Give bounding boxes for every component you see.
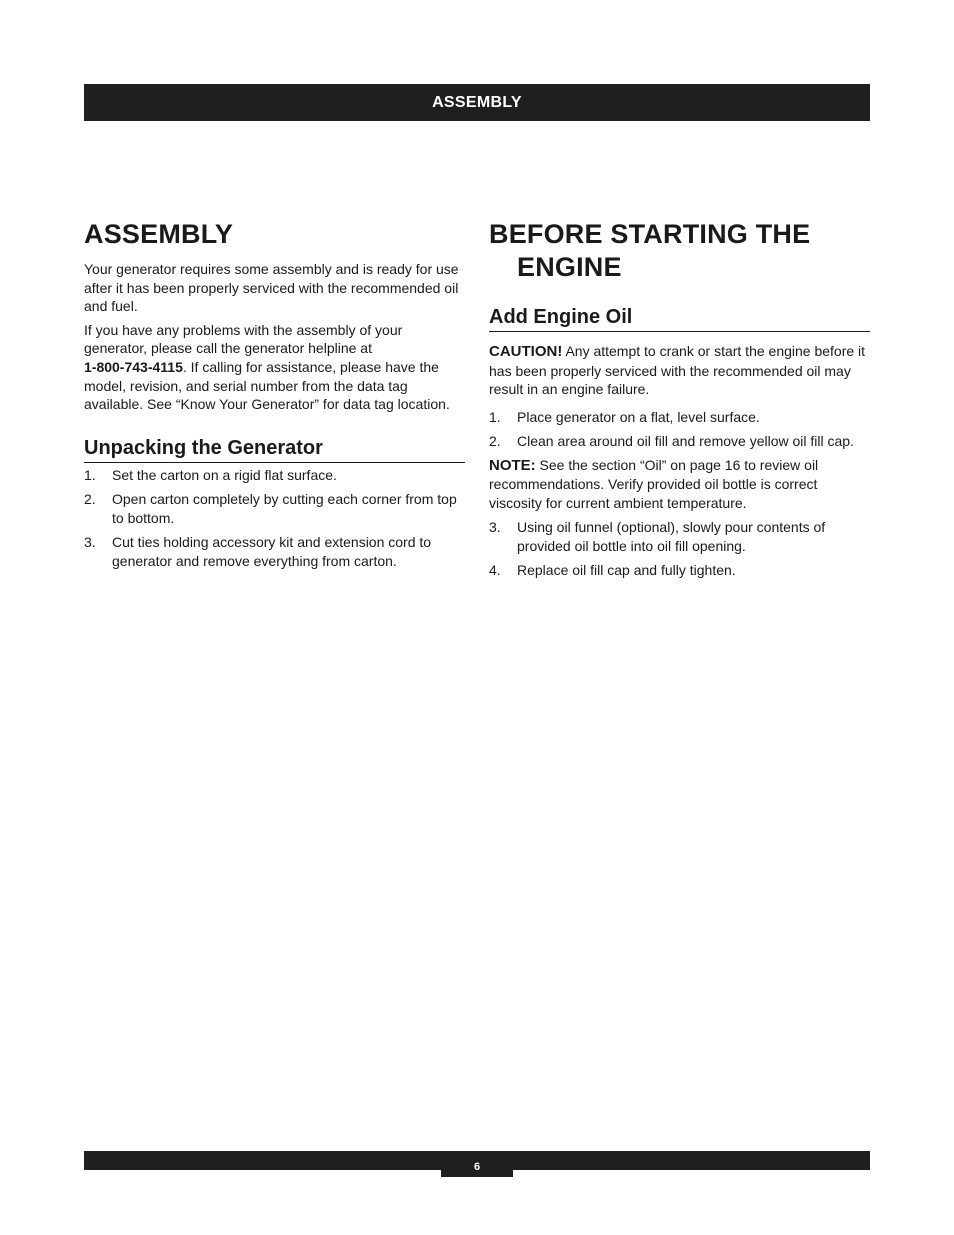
unpacking-steps-list	[84, 466, 465, 571]
before-starting-title-line1: BEFORE STARTING THE	[489, 219, 811, 249]
before-starting-title-line2: ENGINE	[517, 252, 622, 282]
before-starting-title	[489, 218, 870, 284]
oil-step	[489, 432, 870, 451]
unpacking-step	[84, 466, 465, 485]
step-text: Cut ties holding accessory kit and extension cord to generator and remove everything from carton.	[112, 533, 432, 569]
step-number: 2.	[489, 432, 501, 449]
assembly-intro: Your generator requires some assembly and is ready for use after it has been properly serviced with the recommended oil and fuel.	[84, 261, 459, 315]
step-text: Clean area around oil fill and remove yellow oil fill cap.	[517, 432, 854, 449]
oil-steps-list-a	[489, 408, 870, 451]
add-engine-oil-heading: Add Engine Oil	[489, 305, 870, 332]
step-text: Place generator on a flat, level surface.	[517, 408, 760, 425]
step-number: 3.	[489, 518, 501, 535]
step-number: 1.	[489, 408, 501, 425]
oil-step	[489, 408, 870, 427]
helpline-text-after: . If calling for assistance, please have the model, revision, and serial number from the data tag available. See “Know Your Generator” for data tag location.	[84, 358, 450, 413]
step-number: 4.	[489, 561, 501, 578]
page-number: 6	[473, 1161, 481, 1173]
left-column	[84, 218, 465, 576]
right-column	[489, 218, 870, 585]
section-header-title: ASSEMBLY	[432, 93, 522, 111]
step-number: 2.	[84, 490, 96, 507]
oil-step	[489, 518, 870, 556]
step-text: Open carton completely by cutting each corner from top to bottom.	[112, 490, 457, 526]
oil-steps-list-b	[489, 518, 870, 580]
assembly-title: ASSEMBLY	[84, 219, 234, 249]
step-number: 3.	[84, 533, 96, 550]
caution-text: Any attempt to crank or start the engine before it has been properly serviced with the recommended oil may result in an engine failure.	[489, 343, 866, 398]
caution-label: CAUTION!	[489, 343, 563, 360]
section-header-bar	[84, 84, 870, 121]
unpacking-step	[84, 533, 465, 571]
note-label: NOTE:	[489, 456, 536, 474]
step-text: Using oil funnel (optional), slowly pour contents of provided oil bottle into oil fill opening.	[517, 518, 826, 554]
unpacking-heading: Unpacking the Generator	[84, 436, 465, 463]
step-text: Replace oil fill cap and fully tighten.	[517, 561, 736, 578]
note-paragraph	[489, 456, 870, 513]
unpacking-step	[84, 490, 465, 528]
helpline-phone-number: 1-800-743-4115	[84, 358, 183, 375]
assembly-helpline-paragraph	[84, 321, 465, 414]
helpline-text-before: If you have any problems with the assembly of your generator, please call the generator helpline at	[84, 321, 403, 357]
step-text: Set the carton on a rigid flat surface.	[112, 466, 337, 483]
oil-step	[489, 561, 870, 580]
step-number: 1.	[84, 466, 96, 483]
page-number-tab	[441, 1151, 513, 1177]
caution-paragraph	[489, 342, 870, 399]
note-text: See the section “Oil” on page 16 to review oil recommendations. Verify provided oil bottle is correct viscosity for current ambient temperature.	[489, 456, 819, 511]
